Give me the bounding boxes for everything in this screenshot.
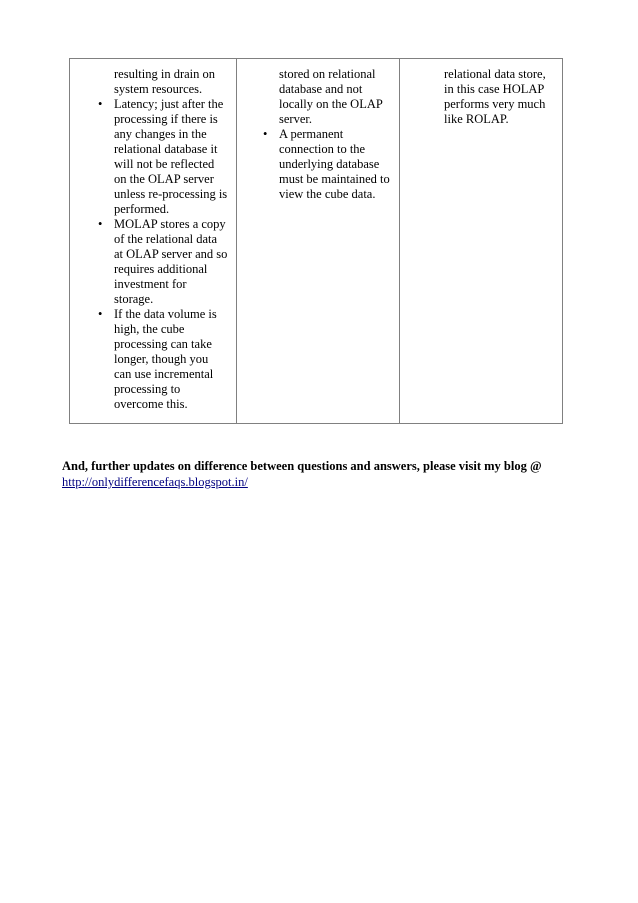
bullet-item [70,217,236,232]
bullet-icon: • [98,217,103,231]
cell-line: relational data store, [444,67,546,81]
cell-line: A permanent [279,127,344,141]
cell-line: any changes in the [114,127,207,141]
cell-line: at OLAP server and so [114,247,228,261]
cell-line: like ROLAP. [444,112,509,126]
bullet-item [237,127,399,142]
bullet-icon: • [98,97,103,111]
cell-line: connection to the [279,142,366,156]
cell-line: can use incremental [114,367,214,381]
cell-line: relational database it [114,142,218,156]
comparison-table [69,58,563,424]
cell-line: performs very much [444,97,546,111]
cell-line: processing if there is [114,112,218,126]
cell-line: server. [279,112,312,126]
cell-line: overcome this. [114,397,188,411]
cell-line: view the cube data. [279,187,376,201]
cell-line: If the data volume is [114,307,217,321]
cell-line: database and not [279,82,363,96]
bullet-item [70,307,236,322]
cell-line: investment for [114,277,187,291]
table-row [70,59,563,424]
cell-line: processing can take [114,337,212,351]
cell-line: resulting in drain on [114,67,216,81]
cell-line: in this case HOLAP [444,82,545,96]
table-cell-molap [70,59,237,424]
cell-line: system resources. [114,82,203,96]
bullet-icon: • [98,307,103,321]
footer-text: And, further updates on difference between questions and answers, please visit my blog @ [62,459,542,473]
cell-line: will not be reflected [114,157,215,171]
table-cell-holap [400,59,563,424]
cell-line: of the relational data [114,232,218,246]
cell-line: stored on relational [279,67,376,81]
bullet-icon: • [263,127,268,141]
cell-line: MOLAP stores a copy [114,217,226,231]
bullet-item [70,97,236,112]
cell-line: storage. [114,292,154,306]
cell-line: high, the cube [114,322,185,336]
cell-line: unless re-processing is [114,187,228,201]
cell-line: Latency; just after the [114,97,224,111]
cell-line: must be maintained to [279,172,390,186]
cell-line: longer, though you [114,352,209,366]
cell-line: on the OLAP server [114,172,214,186]
cell-line: underlying database [279,157,380,171]
table-cell-rolap [237,59,400,424]
cell-line: locally on the OLAP [279,97,383,111]
blog-link[interactable]: http://onlydifferencefaqs.blogspot.in/ [62,475,248,489]
cell-line: performed. [114,202,170,216]
cell-line: requires additional [114,262,208,276]
cell-line: processing to [114,382,181,396]
footer-note [62,458,602,490]
